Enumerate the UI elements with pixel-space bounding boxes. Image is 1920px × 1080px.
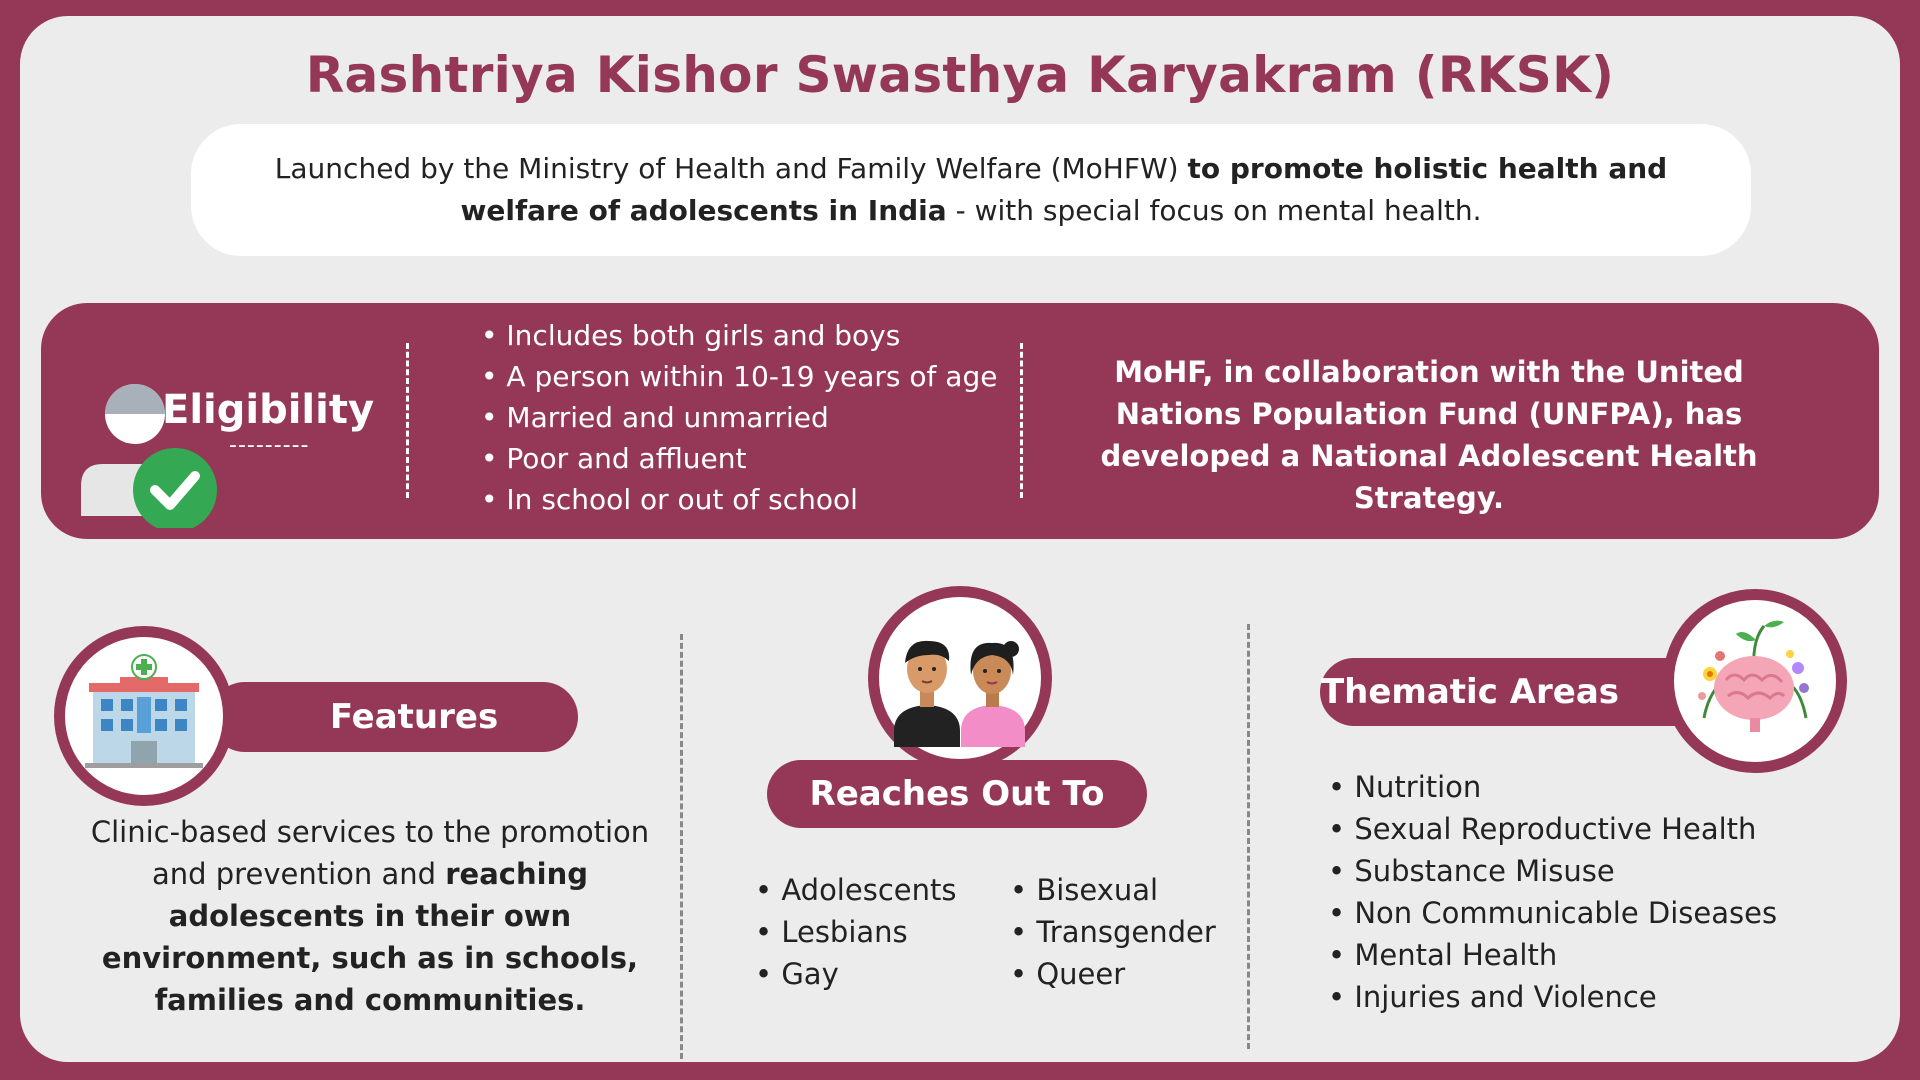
list-item: • Poor and affluent [481, 438, 997, 479]
list-item: • A person within 10-19 years of age [481, 356, 997, 397]
intro-text-end: - with special focus on mental health. [946, 194, 1482, 227]
eligibility-list [481, 315, 997, 520]
list-item: • Lesbians [755, 911, 956, 953]
intro-box [191, 124, 1751, 256]
reaches-circle [868, 586, 1052, 770]
intro-bold-text: to promote holistic health and welfare of adolescents in India [460, 152, 1668, 227]
features-text-bold: reaching adolescents in their own environment, such as in schools, families and communities. [101, 857, 639, 1017]
list-item: • Adolescents [755, 869, 956, 911]
list-item: • Mental Health [1328, 934, 1777, 976]
list-item: • Includes both girls and boys [481, 315, 997, 356]
hospital-icon [65, 637, 223, 795]
adolescents-icon [879, 597, 1041, 759]
list-item: • In school or out of school [481, 479, 997, 520]
eligibility-underline: --------- [229, 433, 310, 458]
list-item: • Bisexual [1010, 869, 1216, 911]
list-item: • Queer [1010, 953, 1216, 995]
reaches-title: Reaches Out To [767, 760, 1147, 828]
features-text-plain: Clinic-based services to the promotion and prevention and [90, 815, 650, 891]
reaches-list-1 [755, 869, 956, 995]
features-circle [54, 626, 234, 806]
reaches-list-2 [1010, 869, 1216, 995]
list-item: • Transgender [1010, 911, 1216, 953]
divider [1020, 343, 1023, 498]
strategy-text: MoHF, in collaboration with the United Nations Population Fund (UNFPA), has developed a National Adolescent Health Strategy. [1100, 355, 1758, 515]
divider [680, 634, 683, 1059]
brain-flowers-icon [1674, 600, 1836, 762]
page-title: Rashtriya Kishor Swasthya Karyakram (RKSK) [305, 46, 1615, 104]
thematic-list [1328, 766, 1777, 1018]
list-item: • Substance Misuse [1328, 850, 1777, 892]
divider [406, 343, 409, 498]
list-item: • Nutrition [1328, 766, 1777, 808]
intro-text: Launched by the Ministry of Health and Family Welfare (MoHFW) [274, 152, 1188, 185]
list-item: • Married and unmarried [481, 397, 997, 438]
eligibility-band [41, 303, 1879, 539]
thematic-title: Thematic Areas [1320, 658, 1710, 726]
features-text [70, 811, 670, 1021]
list-item: • Non Communicable Diseases [1328, 892, 1777, 934]
thematic-circle [1663, 589, 1847, 773]
list-item: • Gay [755, 953, 956, 995]
features-title: Features [210, 682, 578, 752]
infographic-card [20, 16, 1900, 1062]
list-item: • Sexual Reproductive Health [1328, 808, 1777, 850]
eligibility-title: Eligibility [162, 387, 375, 433]
list-item: • Injuries and Violence [1328, 976, 1777, 1018]
divider [1247, 624, 1250, 1049]
